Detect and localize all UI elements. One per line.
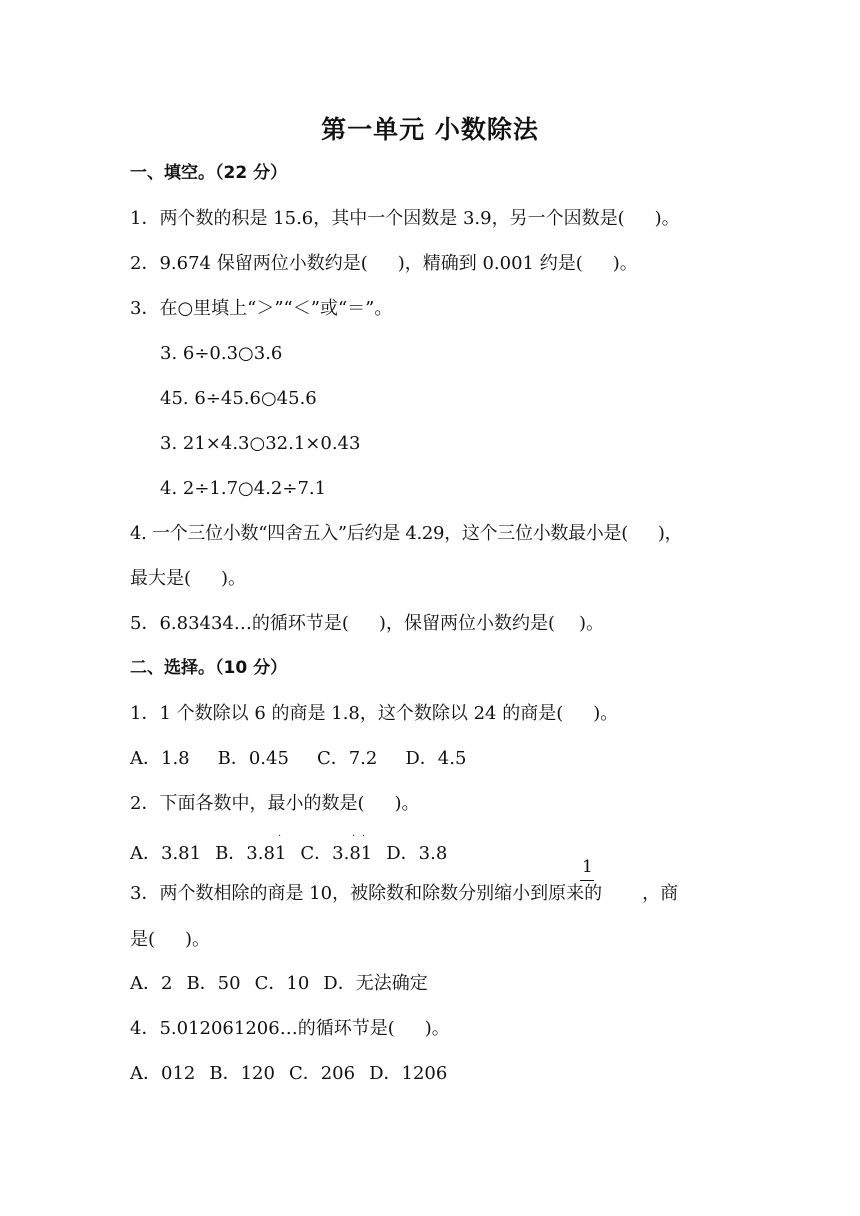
question-1-1 [130,207,680,231]
question-text: 2．下面各数中，最小的数是( [130,793,365,814]
question-text: 4. 一个三位小数“四舍五入”后约是 4.29，这个三位小数最小是( [130,523,628,544]
question-2-2 [130,792,420,816]
question-2-3-continued [130,928,210,952]
fraction-numerator: 1 [582,857,593,877]
question-text: )。 [424,1018,450,1039]
option-a[interactable]: A．2 [130,973,173,994]
repeating-dot-mark: · [278,831,282,842]
question-text: 1．两个数的积是 15.6，其中一个因数是 3.9，另一个因数是( [130,208,625,229]
question-text: )。 [578,613,604,634]
option-d[interactable]: D．1206 [369,1063,448,1084]
question-text: 4．5.012061206…的循环节是( [130,1018,395,1039]
fraction-bar [580,880,594,881]
question-text: 2．9.674 保留两位小数约是( [130,253,368,274]
option-a[interactable]: A．012 [130,1063,196,1084]
question-text: )。 [654,208,680,229]
compare-item: 3. 6÷0.3○3.6 [160,343,283,364]
option-c[interactable]: C．206 [288,1063,356,1084]
question-1-4-continued [130,567,246,591]
options-2-1 [130,747,466,771]
option-b[interactable]: B．0.45 [217,748,289,769]
question-2-4 [130,1017,450,1041]
question-text: 最大是( [130,568,192,589]
option-b[interactable]: B．120 [209,1063,275,1084]
question-2-3 [130,882,678,906]
question-text: ，商 [642,883,679,904]
question-text: )。 [394,793,420,814]
question-text: )， [657,523,683,544]
page-title: 第一单元 小数除法 [321,115,539,144]
option-d[interactable]: D．无法确定 [323,973,428,994]
question-1-3: 3．在○里填上“＞”“＜”或“＝”。 [130,298,393,319]
option-d[interactable]: D．3.8 [386,843,448,864]
section-heading-choice: 二、选择。（10 分） [130,658,288,678]
question-text: )。 [185,929,211,950]
repeating-dot-mark: · [352,831,356,842]
question-text: )。 [593,703,619,724]
question-text: 1．1 个数除以 6 的商是 1.8，这个数除以 24 的商是( [130,703,564,724]
question-1-5 [130,612,604,636]
question-text: )。 [221,568,247,589]
option-c[interactable]: C．10 [254,973,310,994]
question-1-2 [130,252,638,276]
question-text: 3．两个数相除的商是 10，被除数和除数分别缩小到原来的 [130,883,603,904]
option-b[interactable]: B．3.81 [215,843,287,864]
question-text: )。 [612,253,638,274]
option-a[interactable]: A．3.81 [130,843,202,864]
question-2-1 [130,702,618,726]
question-text: 是( [130,929,156,950]
compare-item: 45. 6÷45.6○45.6 [160,388,317,409]
repeating-dot-mark: · [362,831,366,842]
option-c[interactable]: C．3.81 [300,843,373,864]
compare-item: 4. 2÷1.7○4.2÷7.1 [160,478,327,499]
options-2-2 [130,842,447,866]
option-b[interactable]: B．50 [186,973,241,994]
question-text: 5．6.83434…的循环节是( [130,613,349,634]
compare-item: 3. 21×4.3○32.1×0.43 [160,433,361,454]
question-1-4 [130,522,682,546]
option-c[interactable]: C．7.2 [316,748,378,769]
option-d[interactable]: D．4.5 [405,748,467,769]
options-2-4 [130,1062,447,1086]
option-a[interactable]: A．1.8 [130,748,190,769]
question-text: )，精确到 0.001 约是( [397,253,583,274]
options-2-3 [130,972,428,996]
question-text: )，保留两位小数约是( [378,613,555,634]
section-heading-fill-in: 一、填空。（22 分） [130,163,288,183]
